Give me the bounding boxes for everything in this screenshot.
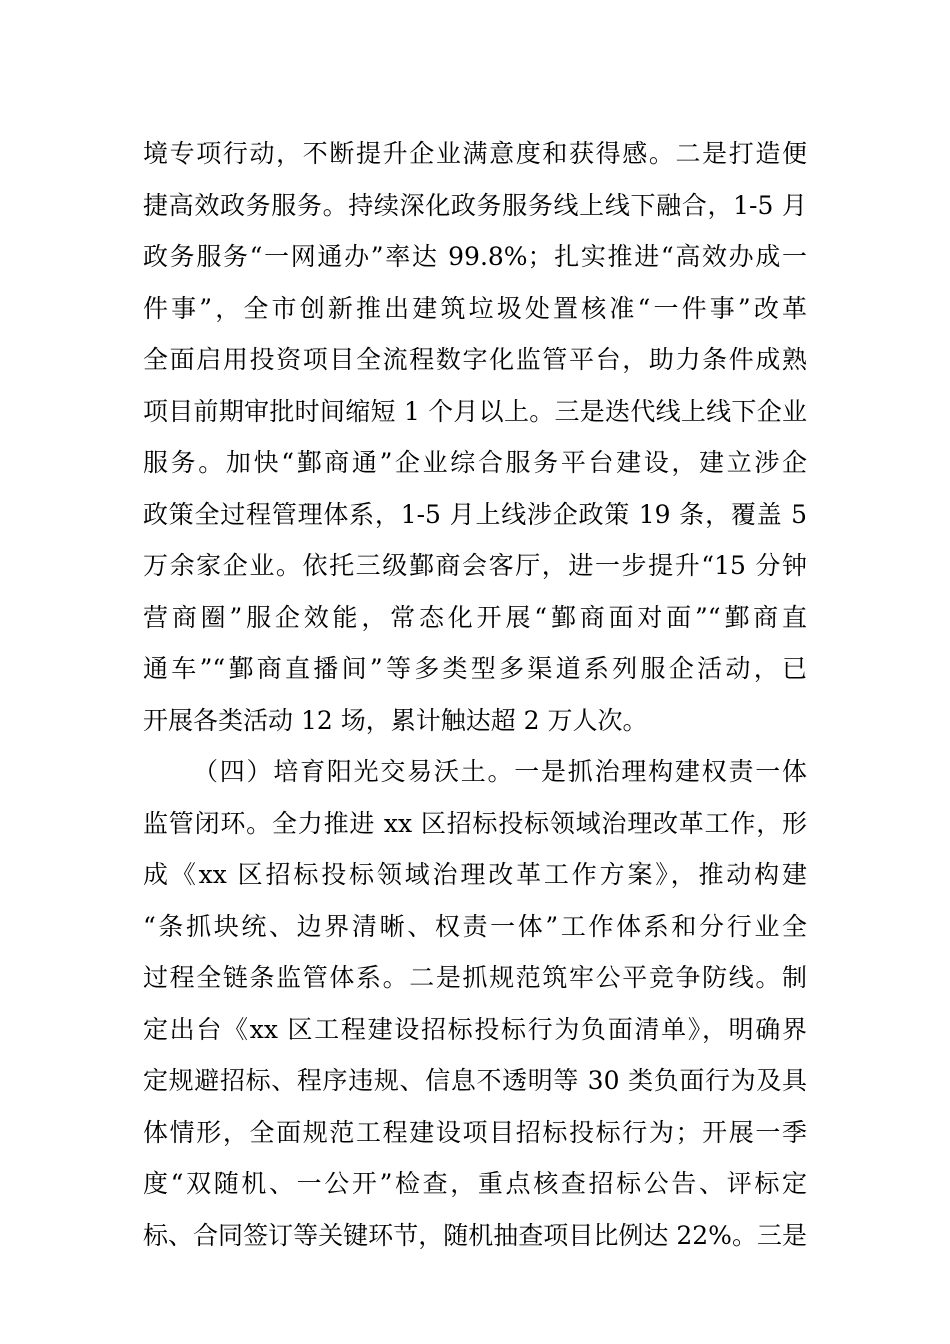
text-line: 体情形，全面规范工程建设项目招标投标行为；开展一季 xyxy=(143,1117,807,1147)
text-line: 万余家企业。依托三级鄞商会客厅，进一步提升“15 分钟 xyxy=(143,551,807,580)
text-line: 过程全链条监管体系。二是抓规范筑牢公平竞争防线。制 xyxy=(143,963,807,992)
paragraph-end-line: 开展各类活动 12 场，累计触达超 2 万人次。 xyxy=(143,705,648,735)
text-line: 境专项行动，不断提升企业满意度和获得感。二是打造便 xyxy=(143,139,807,168)
text-line: 件事”，全市创新推出建筑垃圾处置核准“一件事”改革 xyxy=(143,293,807,323)
text-line: 捷高效政务服务。持续深化政务服务线上线下融合，1-5 月 xyxy=(143,190,807,220)
text-line: 全面启用投资项目全流程数字化监管平台，助力条件成熟 xyxy=(143,345,807,374)
text-line: 服务。加快“鄞商通”企业综合服务平台建设，建立涉企 xyxy=(143,448,807,477)
text-line: 政策全过程管理体系，1-5 月上线涉企政策 19 条，覆盖 5 xyxy=(143,499,807,529)
text-line: 通车”“鄞商直播间”等多类型多渠道系列服企活动，已 xyxy=(143,654,807,683)
text-line: 政务服务“一网通办”率达 99.8%；扎实推进“高效办成一 xyxy=(143,242,807,271)
text-line: 项目前期审批时间缩短 1 个月以上。三是迭代线上线下企业 xyxy=(143,396,807,426)
text-line: 定规避招标、程序违规、信息不透明等 30 类负面行为及具 xyxy=(143,1066,807,1095)
text-line: 度“双随机、一公开”检查，重点核查招标公告、评标定 xyxy=(143,1169,807,1198)
text-line: 成《xx 区招标投标领域治理改革工作方案》，推动构建 xyxy=(143,860,807,889)
section-heading-line: （四）培育阳光交易沃土。一是抓治理构建权责一体 xyxy=(193,757,807,786)
text-line: 营商圈”服企效能，常态化开展“鄞商面对面”“鄞商直 xyxy=(143,602,807,632)
text-line: “条抓块统、边界清晰、权责一体”工作体系和分行业全 xyxy=(143,911,807,941)
text-line: 监管闭环。全力推进 xx 区招标投标领域治理改革工作，形 xyxy=(143,808,807,838)
body-text xyxy=(143,128,807,1261)
text-line: 标、合同签订等关键环节，随机抽查项目比例达 22%。三是 xyxy=(143,1220,807,1250)
text-line: 定出台《xx 区工程建设招标投标行为负面清单》，明确界 xyxy=(143,1014,807,1044)
